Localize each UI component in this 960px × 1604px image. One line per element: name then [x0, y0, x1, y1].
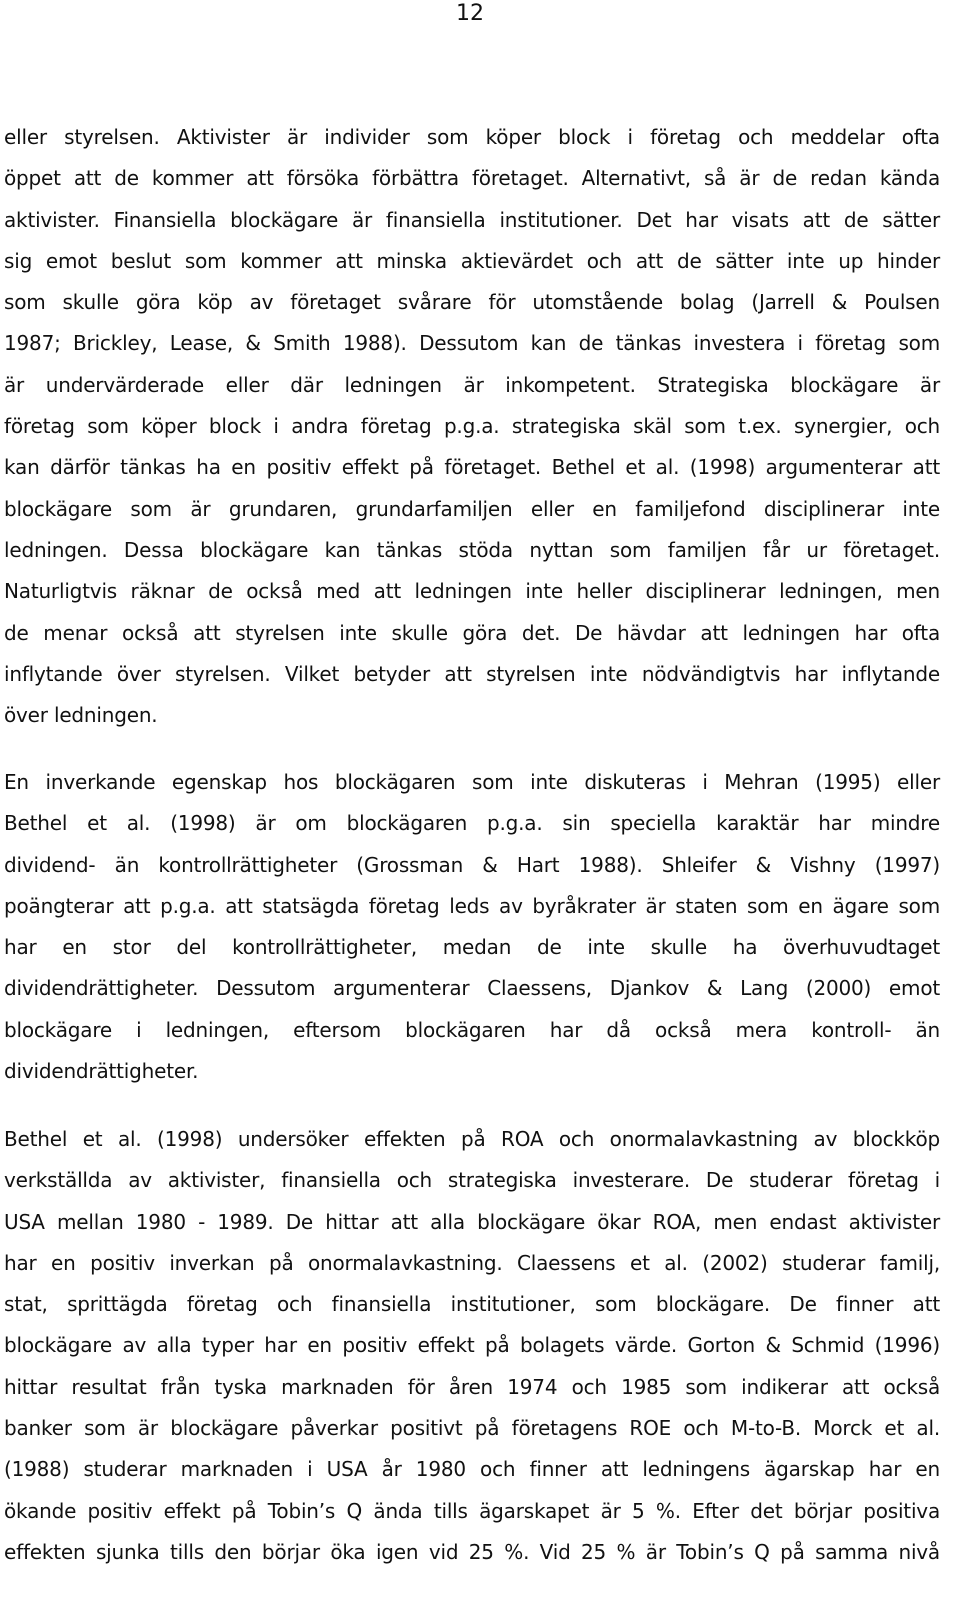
text-line: sig emot beslut som kommer att minska aktievärdet och att de sätter inte up hinder [4, 248, 940, 273]
text-line: dividend- än kontrollrättigheter (Grossman & Hart 1988). Shleifer & Vishny (1997) [4, 852, 940, 877]
text-line: effekten sjunka tills den börjar öka igen vid 25 %. Vid 25 % är Tobin’s Q på samma nivå [4, 1539, 940, 1564]
paragraph-blockholder-types [4, 117, 940, 736]
text-line: banker som är blockägare påverkar positivt på företagens ROE och M-to-B. Morck et al. [4, 1416, 940, 1441]
text-line: En inverkande egenskap hos blockägaren som inte diskuteras i Mehran (1995) eller [4, 770, 940, 794]
text-line: hittar resultat från tyska marknaden för åren 1974 och 1985 som indikerar att också [4, 1374, 940, 1399]
text-line: ökande positiv effekt på Tobin’s Q ända tills ägarskapet är 5 %. Efter det börjar positiva [4, 1498, 940, 1523]
text-line: öppet att de kommer att försöka förbättra företaget. Alternativt, så är de redan kända [4, 166, 940, 191]
text-line: poängterar att p.g.a. att statsägda företag leds av byråkrater är staten som en ägare som [4, 893, 940, 918]
text-line: som skulle göra köp av företaget svårare för utomstående bolag (Jarrell & Poulsen [4, 290, 940, 315]
text-line: eller styrelsen. Aktivister är individer som köper block i företag och meddelar ofta [4, 125, 940, 149]
text-line: företag som köper block i andra företag p.g.a. strategiska skäl som t.ex. synergier, och [4, 414, 940, 439]
text-line: Naturligtvis räknar de också med att ledningen inte heller disciplinerar ledningen, men [4, 579, 940, 604]
text-line: Bethel et al. (1998) är om blockägaren p.g.a. sin speciella karaktär har mindre [4, 811, 940, 836]
text-line: blockägare som är grundaren, grundarfamiljen eller en familjefond disciplinerar inte [4, 496, 940, 521]
paragraph-empirical-studies [4, 1119, 940, 1573]
text-line: USA mellan 1980 - 1989. De hittar att alla blockägare ökar ROA, men endast aktivister [4, 1209, 940, 1234]
paragraph-blockholder-rights [4, 762, 940, 1092]
text-line: blockägare i ledningen, eftersom blockägaren har då också mera kontroll- än [4, 1017, 940, 1042]
text-line: inflytande över styrelsen. Vilket betyder att styrelsen inte nödvändigtvis har inflytande [4, 661, 940, 686]
text-line: aktivister. Finansiella blockägare är finansiella institutioner. Det har visats att de sätter [4, 207, 940, 232]
text-line: är undervärderade eller där ledningen är inkompetent. Strategiska blockägare är [4, 372, 940, 397]
text-line: har en positiv inverkan på onormalavkastning. Claessens et al. (2002) studerar familj, [4, 1250, 940, 1275]
text-line: de menar också att styrelsen inte skulle göra det. De hävdar att ledningen har ofta [4, 620, 940, 645]
page-number: 12 [456, 1, 484, 26]
text-line: dividendrättigheter. [4, 1059, 199, 1084]
text-line: kan därför tänkas ha en positiv effekt på företaget. Bethel et al. (1998) argumenterar att [4, 455, 940, 480]
text-line: verkställda av aktivister, finansiella och strategiska investerare. De studerar företag i [4, 1168, 940, 1193]
text-line: dividendrättigheter. Dessutom argumenterar Claessens, Djankov & Lang (2000) emot [4, 976, 940, 1001]
text-line: 1987; Brickley, Lease, & Smith 1988). Dessutom kan de tänkas investera i företag som [4, 331, 940, 356]
text-line: stat, sprittägda företag och finansiella institutioner, som blockägare. De finner att [4, 1292, 940, 1317]
text-line: (1988) studerar marknaden i USA år 1980 och finner att ledningens ägarskap har en [4, 1457, 940, 1482]
text-line: över ledningen. [4, 703, 158, 728]
text-line: har en stor del kontrollrättigheter, medan de inte skulle ha överhuvudtaget [4, 935, 940, 960]
text-line: blockägare av alla typer har en positiv effekt på bolagets värde. Gorton & Schmid (1996) [4, 1333, 940, 1358]
text-line: ledningen. Dessa blockägare kan tänkas stöda nyttan som familjen får ur företaget. [4, 537, 940, 562]
text-line: Bethel et al. (1998) undersöker effekten på ROA och onormalavkastning av blockköp [4, 1127, 940, 1151]
